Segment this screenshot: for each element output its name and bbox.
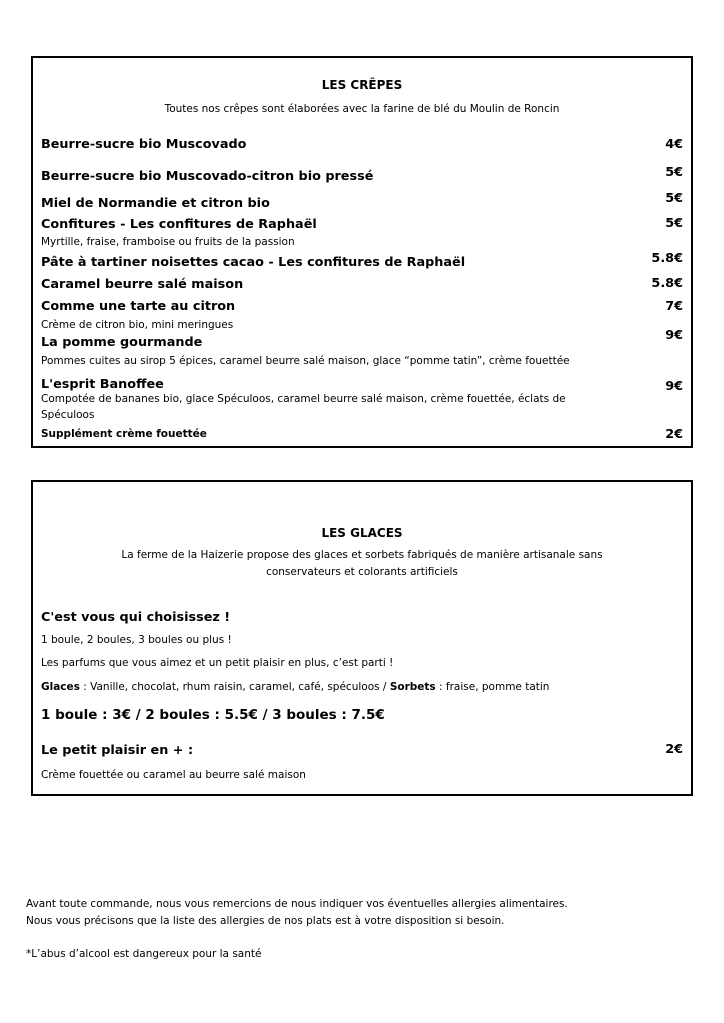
supplement-name: Supplément crème fouettée bbox=[41, 428, 207, 440]
crepe-item-price: 5€ bbox=[665, 165, 683, 180]
plaisir-price: 2€ bbox=[665, 742, 683, 757]
crepe-item-name: La pomme gourmande bbox=[41, 335, 203, 350]
crepe-item-name: Miel de Normandie et citron bio bbox=[41, 196, 270, 211]
glaces-heading: C'est vous qui choisissez ! bbox=[41, 610, 231, 625]
crepe-item-name: L'esprit Banoffee bbox=[41, 377, 164, 392]
footer-alcohol-notice: *L’abus d’alcool est dangereux pour la santé bbox=[26, 948, 262, 960]
glaces-subtitle-line2: conservateurs et colorants artificiels bbox=[266, 566, 458, 578]
footer-allergy-line1: Avant toute commande, nous vous remercions de nous indiquer vos éventuelles allergies alimentaires. bbox=[26, 898, 568, 910]
glaces-line2: Les parfums que vous aimez et un petit plaisir en plus, c’est parti ! bbox=[41, 657, 394, 669]
crepes-title: LES CRÊPES bbox=[321, 78, 403, 92]
crepes-subtitle: Toutes nos crêpes sont élaborées avec la farine de blé du Moulin de Roncin bbox=[164, 103, 560, 115]
glaces-section bbox=[31, 480, 693, 796]
glaces-label: Glaces bbox=[41, 681, 80, 693]
crepe-item-price: 7€ bbox=[665, 299, 683, 314]
crepe-item-name: Pâte à tartiner noisettes cacao - Les confitures de Raphaël bbox=[41, 255, 466, 270]
crepe-item-desc: Crème de citron bio, mini meringues bbox=[41, 319, 234, 331]
crepe-item-price: 5€ bbox=[665, 216, 683, 231]
glaces-prices: 1 boule : 3€ / 2 boules : 5.5€ / 3 boules : 7.5€ bbox=[41, 707, 385, 723]
sorbets-flavors-text: : fraise, pomme tatin bbox=[435, 681, 550, 693]
crepe-item-desc: Spéculoos bbox=[41, 409, 95, 421]
plaisir-name: Le petit plaisir en + : bbox=[41, 743, 194, 758]
crepe-item-price: 5€ bbox=[665, 191, 683, 206]
glaces-subtitle-line1: La ferme de la Haizerie propose des glaces et sorbets fabriqués de manière artisanale sans bbox=[121, 549, 603, 561]
plaisir-desc: Crème fouettée ou caramel au beurre salé maison bbox=[41, 769, 306, 781]
crepe-item-price: 4€ bbox=[665, 137, 683, 152]
crepe-item-name: Beurre-sucre bio Muscovado bbox=[41, 137, 247, 152]
glaces-title: LES GLACES bbox=[321, 526, 403, 540]
crepe-item-price: 5.8€ bbox=[651, 251, 683, 266]
crepe-item-desc: Myrtille, fraise, framboise ou fruits de la passion bbox=[41, 236, 295, 248]
crepes-section bbox=[31, 56, 693, 448]
sorbets-label: Sorbets bbox=[389, 681, 436, 693]
glaces-flavors bbox=[41, 681, 549, 693]
crepe-item-desc: Compotée de bananes bio, glace Spéculoos, caramel beurre salé maison, crème fouettée, éclats de bbox=[41, 393, 566, 405]
crepe-item-name: Beurre-sucre bio Muscovado-citron bio pressé bbox=[41, 169, 374, 184]
footer-allergy-line2: Nous vous précisons que la liste des allergies de nos plats est à votre disposition si besoin. bbox=[26, 915, 505, 927]
crepe-item-name: Confitures - Les confitures de Raphaël bbox=[41, 217, 317, 232]
supplement-price: 2€ bbox=[665, 427, 683, 442]
crepe-item-price: 5.8€ bbox=[651, 276, 683, 291]
crepe-item-name: Caramel beurre salé maison bbox=[41, 277, 244, 292]
glaces-flavors-text: : Vanille, chocolat, rhum raisin, caramel, café, spéculoos / bbox=[79, 681, 390, 693]
crepe-item-price: 9€ bbox=[665, 379, 683, 394]
crepe-item-name: Comme une tarte au citron bbox=[41, 299, 236, 314]
crepe-item-price: 9€ bbox=[665, 328, 683, 343]
crepe-item-desc: Pommes cuites au sirop 5 épices, caramel beurre salé maison, glace “pomme tatin”, crème fouettée bbox=[41, 355, 570, 367]
glaces-line1: 1 boule, 2 boules, 3 boules ou plus ! bbox=[41, 634, 232, 646]
